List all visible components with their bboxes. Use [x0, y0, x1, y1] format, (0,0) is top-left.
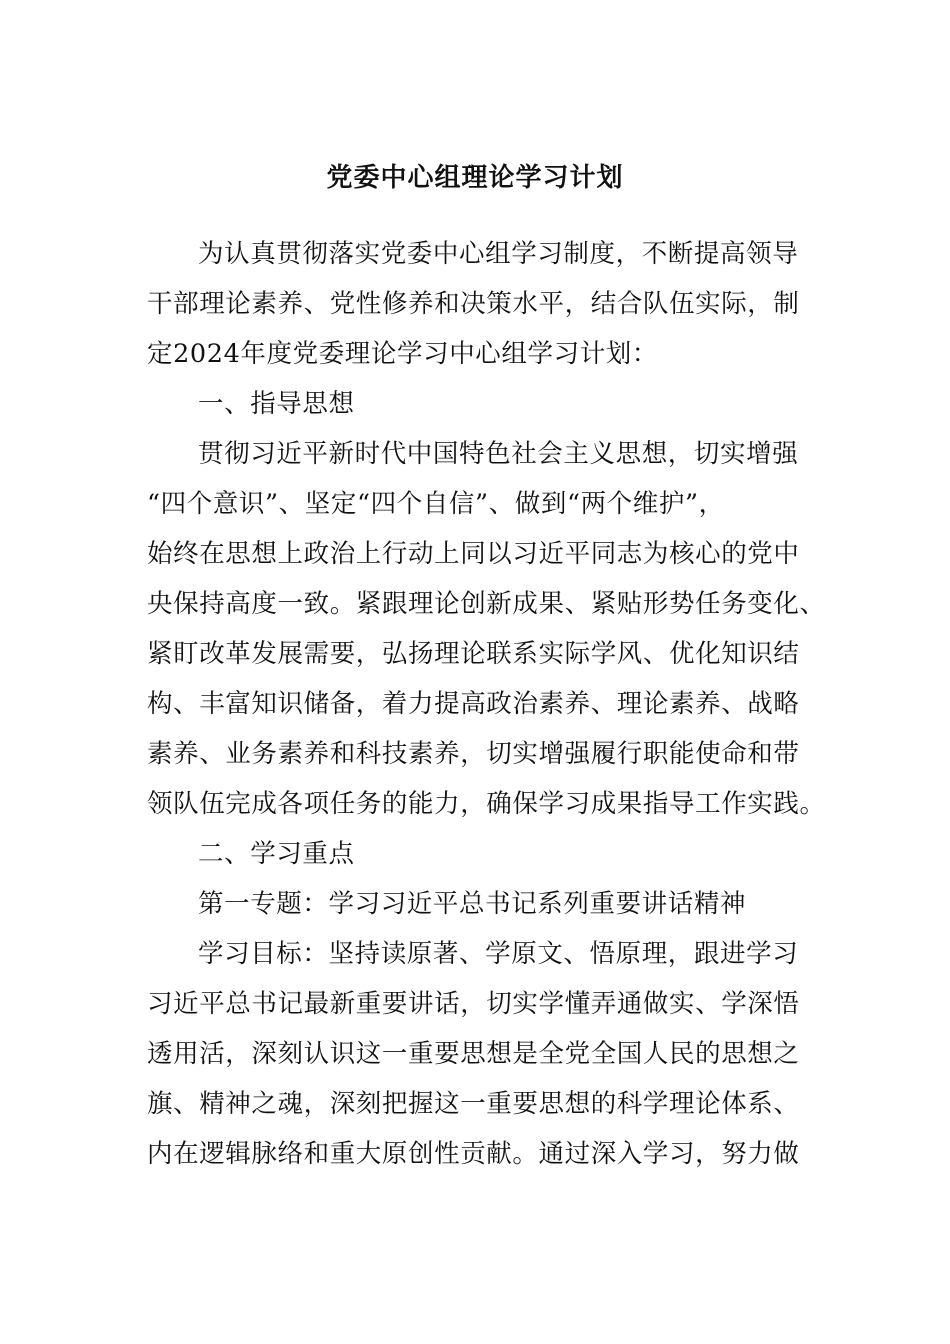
paragraph-line: 干部理论素养、党性修养和决策水平，结合队伍实际，制: [147, 289, 800, 319]
document-title: 党委中心组理论学习计划: [326, 163, 624, 193]
subsection-heading: 第一专题：学习习近平总书记系列重要讲话精神: [198, 889, 747, 919]
paragraph-line: 内在逻辑脉络和重大原创性贡献。通过深入学习，努力做: [147, 1139, 800, 1169]
paragraph-line: 构、丰富知识储备，着力提高政治素养、理论素养、战略: [147, 689, 800, 719]
paragraph-line: 为认真贯彻落实党委中心组学习制度，不断提高领导: [198, 239, 799, 269]
section-heading: 一、指导思想: [198, 389, 355, 419]
paragraph-line: 学习目标：坚持读原著、学原文、悟原理，跟进学习: [198, 939, 799, 969]
paragraph-line: 习近平总书记最新重要讲话，切实学懂弄通做实、学深悟: [147, 989, 800, 1019]
paragraph-line: “四个意识”、坚定“四个自信”、做到“两个维护”，: [147, 489, 725, 519]
paragraph-line: 素养、业务素养和科技素养，切实增强履行职能使命和带: [147, 739, 800, 769]
section-heading: 二、学习重点: [198, 839, 355, 869]
paragraph-line: 定2024年度党委理论学习中心组学习计划：: [147, 339, 658, 369]
paragraph-line: 透用活，深刻认识这一重要思想是全党全国人民的思想之: [147, 1039, 800, 1069]
paragraph-line: 贯彻习近平新时代中国特色社会主义思想，切实增强: [198, 439, 799, 469]
paragraph-line: 领队伍完成各项任务的能力，确保学习成果指导工作实践。: [147, 789, 826, 819]
paragraph-line: 央保持高度一致。紧跟理论创新成果、紧贴形势任务变化、: [147, 589, 826, 619]
paragraph-line: 始终在思想上政治上行动上同以习近平同志为核心的党中: [147, 539, 800, 569]
paragraph-line: 紧盯改革发展需要，弘扬理论联系实际学风、优化知识结: [147, 639, 800, 669]
paragraph-line: 旗、精神之魂，深刻把握这一重要思想的科学理论体系、: [147, 1089, 800, 1119]
